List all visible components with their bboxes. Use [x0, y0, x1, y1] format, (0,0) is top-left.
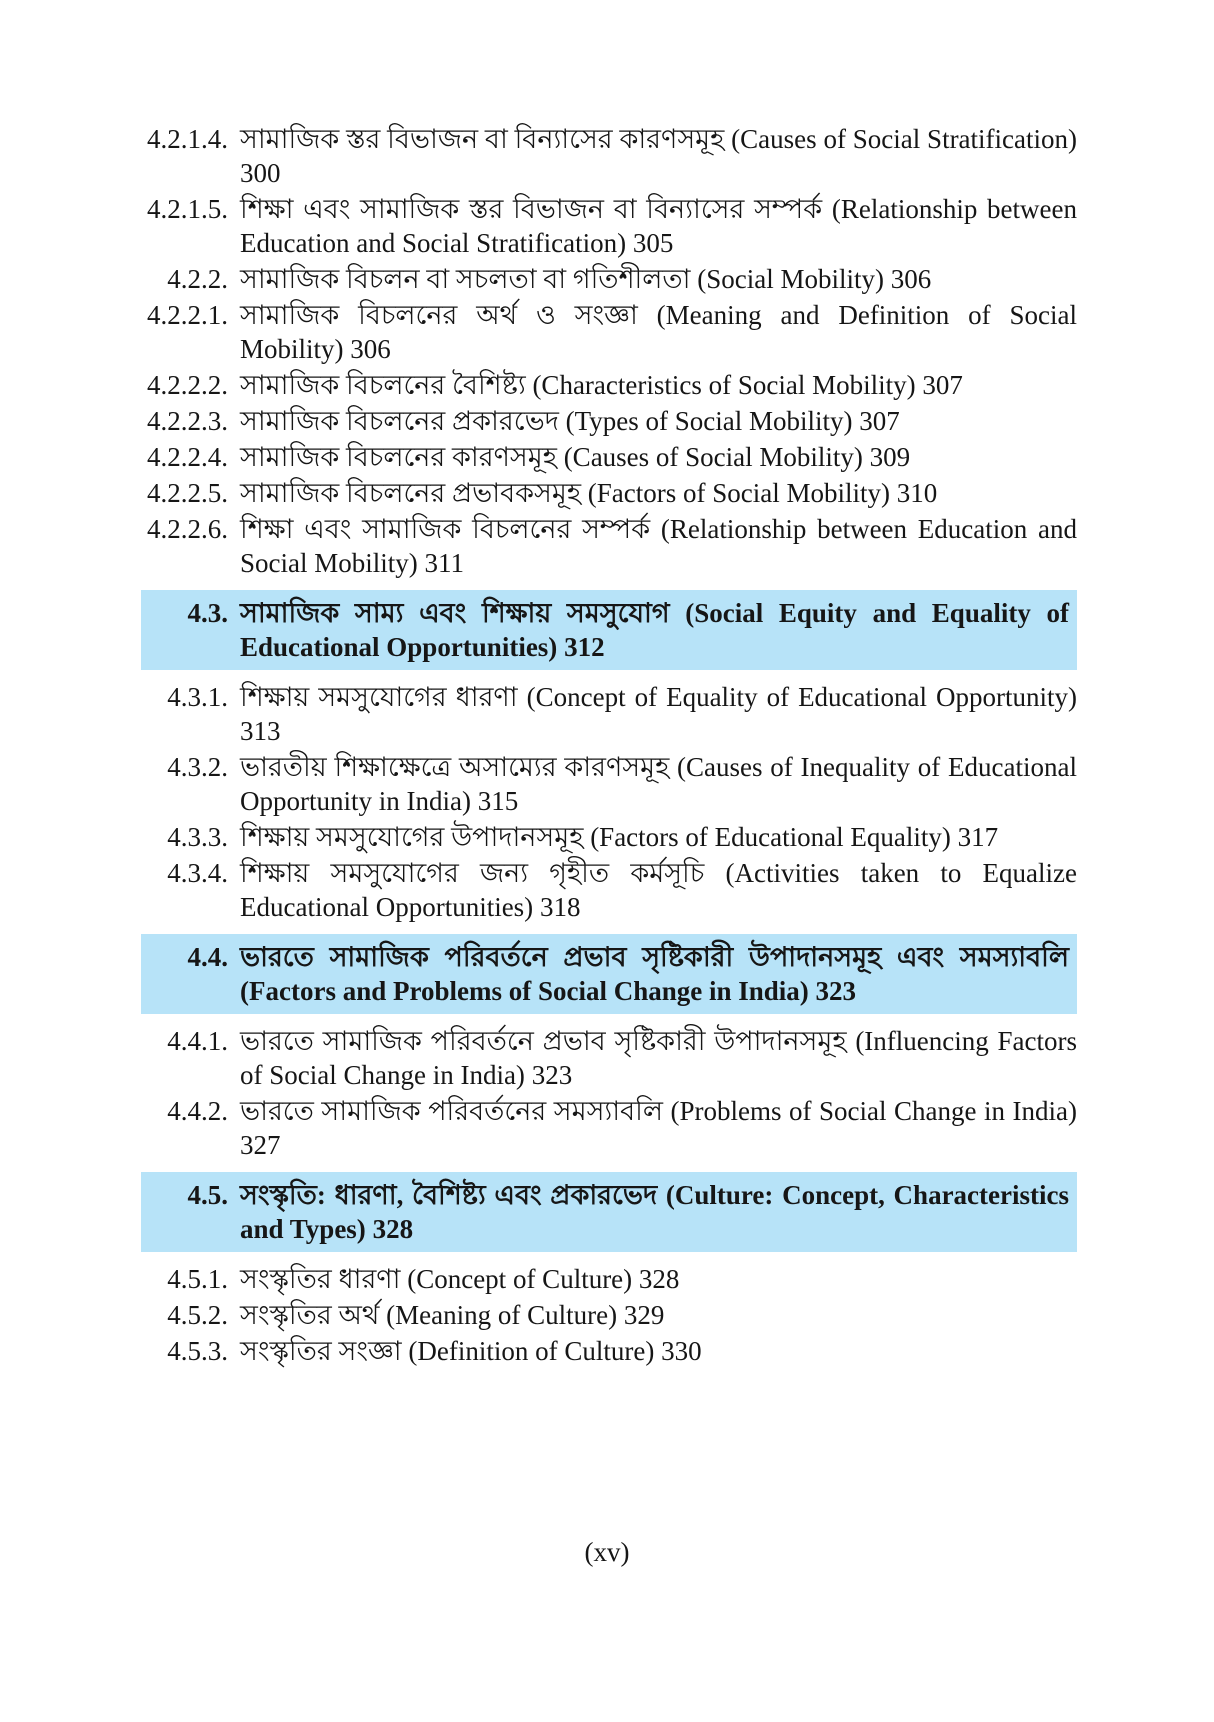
toc-entry: [141, 512, 1077, 580]
toc-entry-page-number: 312: [564, 632, 605, 662]
toc-entry-label-bengali: সামাজিক সাম্য এবং শিক্ষায় সমসুযোগ: [240, 598, 670, 628]
toc-entry-page-number: 310: [896, 478, 938, 508]
toc-entry-label-english: (Relationship between Education and Social Mobility): [240, 514, 1077, 578]
toc-entry-page-number: 307: [859, 406, 900, 436]
toc-entry-text: [240, 858, 1077, 922]
toc-entry-label-bengali: সামাজিক স্তর বিভাজন বা বিন্যাসের কারণসমূহ: [240, 124, 725, 154]
toc-entry-label-bengali: সংস্কৃতির অর্থ: [240, 1300, 380, 1330]
toc-entry-text: [240, 1264, 679, 1294]
table-of-contents: [141, 122, 1077, 1370]
toc-entry-label-bengali: শিক্ষা এবং সামাজিক স্তর বিভাজন বা বিন্যাসের সম্পর্ক: [240, 194, 823, 224]
toc-entry-text: [240, 1300, 664, 1330]
toc-entry-label-english: (Causes of Social Mobility): [563, 442, 863, 472]
toc-entry-page-number: 315: [477, 786, 519, 816]
toc-entry: [141, 1094, 1077, 1162]
toc-entry: [141, 476, 1077, 510]
toc-entry-label-bengali: শিক্ষায় সমসুযোগের উপাদানসমূহ: [240, 822, 584, 852]
toc-entry-text: [240, 478, 937, 508]
toc-entry-text: [240, 1026, 1077, 1090]
page-number-footer: (xv): [584, 1537, 630, 1567]
toc-entry-label-bengali: সামাজিক বিচলনের কারণসমূহ: [240, 442, 557, 472]
toc-entry-number: 4.2.2.4.: [147, 442, 228, 472]
toc-entry-number: 4.2.2.: [167, 264, 228, 294]
toc-entry-label-english: (Concept of Culture): [407, 1264, 633, 1294]
toc-entry-label-english: (Factors of Educational Equality): [590, 822, 951, 852]
toc-entry-page-number: 305: [632, 228, 674, 258]
toc-entry-number: 4.5.3.: [167, 1336, 228, 1366]
toc-entry-page-number: 330: [661, 1336, 702, 1366]
toc-section-heading: [141, 590, 1077, 670]
toc-entry-label-english: (Relationship between Education and Social Stratification): [240, 194, 1078, 258]
toc-entry-number: 4.2.2.1.: [147, 300, 228, 330]
toc-entry-text: [240, 822, 998, 852]
toc-entry-label-bengali: সামাজিক বিচলনের প্রকারভেদ: [240, 406, 559, 436]
toc-entry: [141, 122, 1077, 190]
toc-entry: [141, 820, 1077, 854]
toc-entry-text: [240, 514, 1077, 578]
toc-entry: [141, 262, 1077, 296]
toc-entry-label-bengali: সংস্কৃতি: ধারণা, বৈশিষ্ট্য এবং প্রকারভেদ: [240, 1180, 658, 1210]
toc-entry-label-english: (Factors and Problems of Social Change in India): [240, 976, 809, 1006]
toc-entry-label-english: (Meaning of Culture): [386, 1300, 618, 1330]
toc-entry-number: 4.2.1.5.: [147, 194, 228, 224]
toc-entry: [141, 192, 1077, 260]
toc-entry-number: 4.5.1.: [167, 1264, 228, 1294]
toc-entry-page-number: 307: [922, 370, 963, 400]
toc-entry-label-bengali: ভারতে সামাজিক পরিবর্তনে প্রভাব সৃষ্টিকারী উপাদানসমূহ এবং সমস্যাবলি: [240, 942, 1069, 972]
toc-entry: [141, 856, 1077, 924]
toc-entry-label-english: (Culture: Concept, Characteristics and Types): [240, 1180, 1069, 1244]
toc-entry-number: 4.5.2.: [167, 1300, 228, 1330]
toc-entry-label-bengali: সংস্কৃতির সংজ্ঞা: [240, 1336, 402, 1366]
toc-entry-label-english: (Definition of Culture): [408, 1336, 655, 1366]
toc-entry-label-bengali: শিক্ষায় সমসুযোগের ধারণা: [240, 682, 518, 712]
toc-section-heading: [141, 934, 1077, 1014]
toc-entry-page-number: 306: [350, 334, 391, 364]
toc-entry-number: 4.4.1.: [167, 1026, 228, 1056]
toc-entry-label-bengali: ভারতে সামাজিক পরিবর্তনে প্রভাব সৃষ্টিকারী উপাদানসমূহ: [240, 1026, 847, 1056]
toc-entry: [141, 1262, 1077, 1296]
toc-entry-number: 4.3.3.: [167, 822, 228, 852]
toc-entry-label-english: (Causes of Social Stratification): [731, 124, 1077, 154]
toc-entry: [141, 368, 1077, 402]
toc-entry-number: 4.4.: [187, 942, 228, 972]
toc-entry: [141, 440, 1077, 474]
toc-entry-page-number: 300: [240, 158, 281, 188]
toc-entry-label-english: (Concept of Equality of Educational Opportunity): [526, 682, 1078, 712]
toc-entry-text: [240, 598, 1069, 662]
toc-entry: [141, 1298, 1077, 1332]
toc-entry-page-number: 313: [240, 716, 281, 746]
toc-entry-page-number: 328: [372, 1214, 414, 1244]
toc-entry-text: [240, 124, 1077, 188]
toc-entry-text: [240, 194, 1077, 258]
toc-entry-label-english: (Activities taken to Equalize Educational Opportunities): [240, 858, 1078, 922]
toc-entry-number: 4.2.2.6.: [147, 514, 228, 544]
toc-entry-label-english: (Social Mobility): [697, 264, 884, 294]
toc-entry-text: [240, 1336, 702, 1366]
toc-entry-label-bengali: সামাজিক বিচলনের অর্থ ও সংজ্ঞা: [240, 300, 638, 330]
toc-entry-page-number: 329: [623, 1300, 665, 1330]
toc-entry-page-number: 306: [890, 264, 932, 294]
toc-entry-label-english: (Types of Social Mobility): [565, 406, 853, 436]
toc-entry: [141, 404, 1077, 438]
toc-entry-page-number: 309: [869, 442, 911, 472]
toc-entry: [141, 1334, 1077, 1368]
toc-entry-text: [240, 370, 963, 400]
toc-section-heading: [141, 1172, 1077, 1252]
toc-entry-number: 4.2.2.2.: [147, 370, 228, 400]
toc-entry-page-number: 311: [424, 548, 464, 578]
toc-entry-number: 4.2.2.5.: [147, 478, 228, 508]
toc-entry-text: [240, 1096, 1077, 1160]
toc-entry-number: 4.3.4.: [167, 858, 228, 888]
toc-entry-text: [240, 300, 1077, 364]
toc-entry-label-bengali: সামাজিক বিচলনের প্রভাবকসমূহ: [240, 478, 582, 508]
toc-entry-number: 4.3.1.: [167, 682, 228, 712]
toc-entry: [141, 750, 1077, 818]
toc-entry-label-english: (Social Equity and Equality of Educational Opportunities): [240, 598, 1069, 662]
toc-entry-label-bengali: শিক্ষা এবং সামাজিক বিচলনের সম্পর্ক: [240, 514, 651, 544]
toc-entry-text: [240, 1180, 1069, 1244]
toc-entry-text: [240, 752, 1077, 816]
toc-entry-label-bengali: সামাজিক বিচলন বা সচলতা বা গতিশীলতা: [240, 264, 691, 294]
toc-entry-label-english: (Problems of Social Change in India): [670, 1096, 1077, 1126]
toc-entry-text: [240, 942, 1069, 1006]
toc-entry-text: [240, 442, 910, 472]
toc-entry-page-number: 323: [815, 976, 857, 1006]
toc-entry-number: 4.3.2.: [167, 752, 228, 782]
toc-entry-page-number: 327: [240, 1130, 281, 1160]
toc-entry-number: 4.2.2.3.: [147, 406, 228, 436]
toc-entry-text: [240, 264, 931, 294]
toc-entry-label-bengali: শিক্ষায় সমসুযোগের জন্য গৃহীত কর্মসূচি: [240, 858, 705, 888]
toc-entry-label-english: (Characteristics of Social Mobility): [532, 370, 916, 400]
toc-entry-label-english: (Factors of Social Mobility): [587, 478, 891, 508]
toc-entry-label-bengali: সামাজিক বিচলনের বৈশিষ্ট্য: [240, 370, 526, 400]
toc-entry-number: 4.5.: [187, 1180, 228, 1210]
toc-entry-page-number: 317: [957, 822, 999, 852]
toc-entry-text: [240, 682, 1077, 746]
toc-entry-label-english: (Influencing Factors of Social Change in India): [240, 1026, 1077, 1090]
toc-entry: [141, 680, 1077, 748]
toc-entry-text: [240, 406, 900, 436]
toc-entry-label-bengali: ভারতীয় শিক্ষাক্ষেত্রে অসাম্যের কারণসমূহ: [240, 752, 670, 782]
toc-entry-page-number: 323: [531, 1060, 573, 1090]
toc-entry-label-english: (Causes of Inequality of Educational Opportunity in India): [240, 752, 1077, 816]
toc-entry: [141, 1024, 1077, 1092]
toc-entry-page-number: 318: [539, 892, 581, 922]
toc-entry-page-number: 328: [638, 1264, 680, 1294]
toc-entry-number: 4.4.2.: [167, 1096, 228, 1126]
toc-entry-number: 4.2.1.4.: [147, 124, 228, 154]
toc-entry-label-bengali: সংস্কৃতির ধারণা: [240, 1264, 401, 1294]
toc-entry-label-bengali: ভারতে সামাজিক পরিবর্তনের সমস্যাবলি: [240, 1096, 663, 1126]
toc-entry: [141, 298, 1077, 366]
toc-entry-label-english: (Meaning and Definition of Social Mobility): [240, 300, 1077, 364]
toc-entry-number: 4.3.: [187, 598, 228, 628]
